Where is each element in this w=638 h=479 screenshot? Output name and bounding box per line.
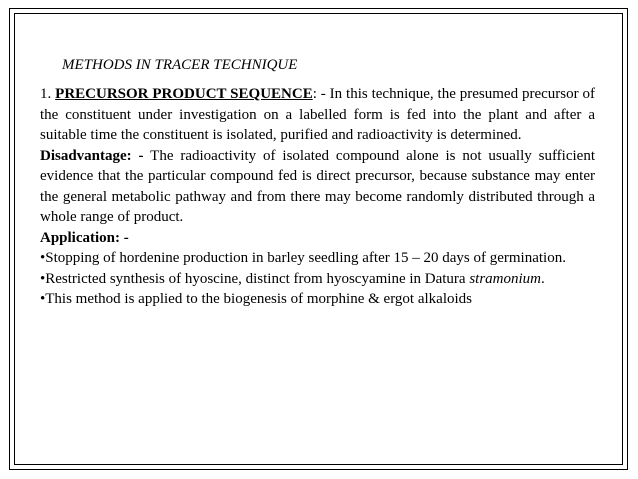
precursor-paragraph — [40, 84, 595, 146]
disadvantage-paragraph — [40, 146, 595, 228]
precursor-description: - In this technique, the presumed precursor of the constituent under investigation on a labelled form is fed into the plant and after a suitable time the constituent is isolated, purified and radioactivity is determined. — [40, 86, 596, 143]
species-name: stramonium — [469, 270, 542, 287]
application-bullet-hordenine: •Stopping of hordenine production in barley seedling after 15 – 20 days of germination. — [40, 250, 566, 266]
disadvantage-text: The radioactivity of isolated compound alone is not usually sufficient evidence that the particular compound fed is direct precursor, because substance may enter the general metabolic pathway and from there may become randomly distributed through a whole range of product. — [40, 147, 595, 225]
hyoscine-text: •Restricted synthesis of hyoscine, distinct from hyoscyamine in Datura — [40, 270, 470, 287]
precursor-colon: : — [312, 86, 317, 102]
precursor-title: PRECURSOR PRODUCT SEQUENCE — [55, 86, 313, 102]
application-bullet-morphine: •This method is applied to the biogenesis of morphine & ergot alkaloids — [40, 291, 472, 307]
hyoscine-period: . — [541, 270, 545, 287]
application-bullet-hyoscine — [40, 269, 595, 290]
section-heading: METHODS IN TRACER TECHNIQUE — [62, 57, 298, 73]
item-number: 1. — [40, 86, 56, 102]
application-label: Application: - — [40, 229, 129, 246]
disadvantage-label: Disadvantage: - — [40, 147, 144, 164]
slide-body — [40, 84, 595, 310]
